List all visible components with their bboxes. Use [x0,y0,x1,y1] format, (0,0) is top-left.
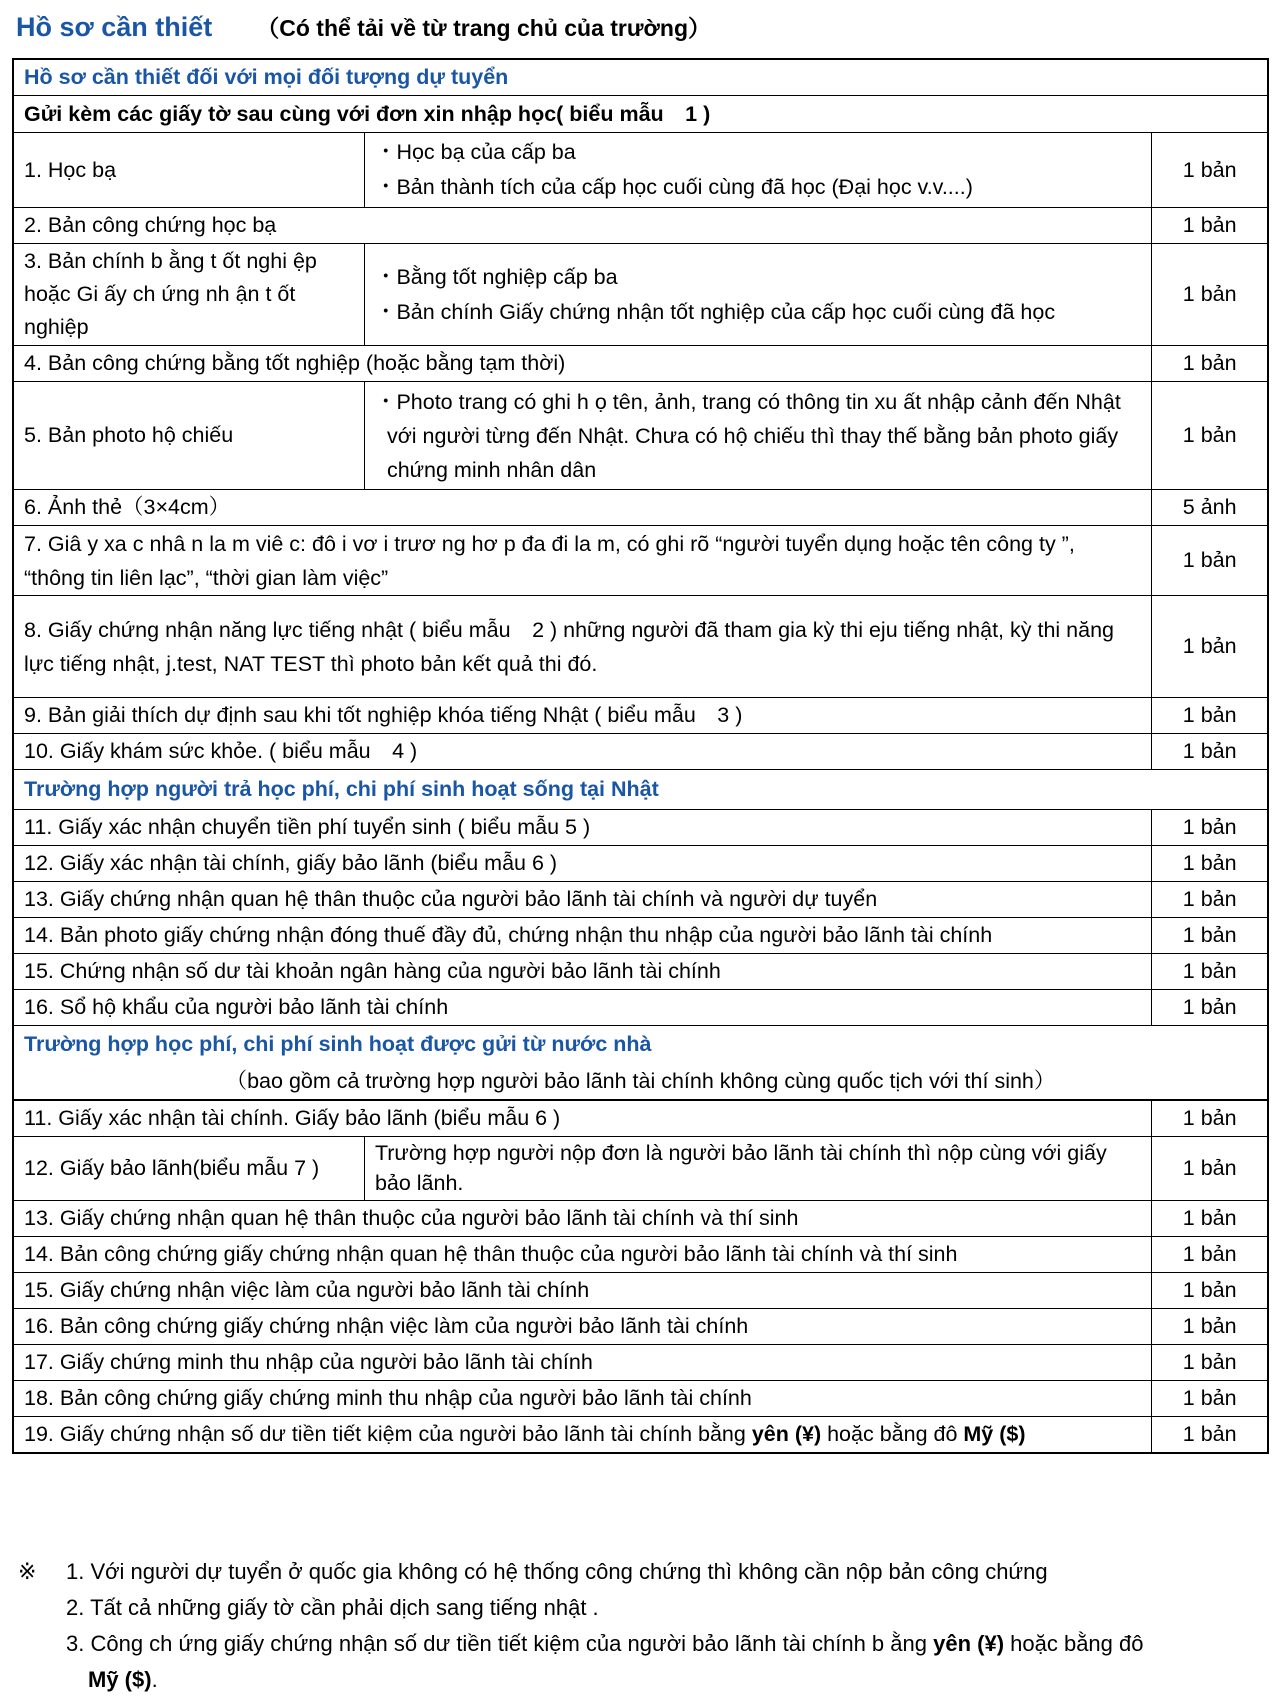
currency-usd: Mỹ ($) [963,1421,1026,1446]
row-qty: 1 bản [1152,1380,1268,1416]
footnote-3 [18,1626,1268,1698]
row-qty: 1 bản [1152,990,1268,1026]
row-name: 5. Bản photo hộ chiếu [13,382,364,490]
row-name: 14. Bản công chứng giấy chứng nhận quan hệ thân thuộc của người bảo lãnh tài chính và thí sinh [13,1236,1152,1272]
table-row [13,133,1268,208]
row-name: 1. Học bạ [13,133,364,208]
table-row [13,954,1268,990]
row-desc [364,133,1151,208]
row-name: 15. Giấy chứng nhận việc làm của người bảo lãnh tài chính [13,1272,1152,1308]
section-header [13,1026,1268,1064]
row-qty: 1 bản [1152,596,1268,698]
table-row [13,1272,1268,1308]
table-row [13,1100,1268,1137]
table-row [13,734,1268,770]
row-name: 11. Giấy xác nhận tài chính. Giấy bảo lãnh (biểu mẫu 6 ) [13,1100,1152,1137]
row-name: 6. Ảnh thẻ（3×4cm） [13,490,1152,526]
table-row [13,1236,1268,1272]
row-name: 14. Bản photo giấy chứng nhận đóng thuế đầy đủ, chứng nhận thu nhập của người bảo lãnh tài chính [13,918,1152,954]
row-desc: Trường hợp người nộp đơn là người bảo lãnh tài chính thì nộp cùng với giấy bảo lãnh. [364,1136,1151,1200]
row-qty: 1 bản [1152,1308,1268,1344]
table-row [13,1308,1268,1344]
bullet-item: ・Học bạ của cấp ba [374,140,576,164]
table-row [13,990,1268,1026]
documents-table [12,58,1269,1454]
row-name: 7. Giâ y xa c nhâ n la m viê c: đô i vơ i trươ ng hơ p đa đi la m, có ghi rõ “người tuyển dụng hoặc tên công ty ”, “thông tin liên lạc”, “thời gian làm việc” [13,526,1152,596]
row-qty: 1 bản [1152,882,1268,918]
row-name: 10. Giấy khám sức khỏe. ( biểu mẫu 4 ) [13,734,1152,770]
intro-row [13,96,1268,133]
row-text: 19. Giấy chứng nhận số dư tiền tiết kiệm của người bảo lãnh tài chính bằng [24,1421,752,1446]
row-qty: 1 bản [1152,846,1268,882]
bullet-item: ・Bằng tốt nghiệp cấp ba [374,264,618,289]
table-row [13,244,1268,346]
row-qty: 1 bản [1152,698,1268,734]
row-qty: 1 bản [1152,1272,1268,1308]
row-qty: 1 bản [1152,244,1268,346]
page-subtitle: （Có thể tải về từ trang chủ của trường） [256,15,711,41]
footnote-end: . [151,1667,158,1692]
row-qty: 1 bản [1152,1100,1268,1137]
row-qty: 1 bản [1152,1136,1268,1200]
row-name [13,1416,1152,1453]
footnote-text: 3. Công ch ứng giấy chứng nhận số dư tiền tiết kiệm của người bảo lãnh tài chính b ằng [66,1631,934,1656]
row-name: 13. Giấy chứng nhận quan hệ thân thuộc của người bảo lãnh tài chính và thí sinh [13,1200,1152,1236]
row-qty: 1 bản [1152,1344,1268,1380]
row-qty: 1 bản [1152,208,1268,244]
currency-yen: yên (¥) [751,1421,822,1446]
section1-title: Hồ sơ cần thiết đối với mọi đối tượng dự tuyển [13,59,1268,96]
section3-title: Trường hợp học phí, chi phí sinh hoạt được gửi từ nước nhà [13,1026,1268,1064]
row-qty: 5 ảnh [1152,490,1268,526]
row-name: 9. Bản giải thích dự định sau khi tốt nghiệp khóa tiếng Nhật ( biểu mẫu 3 ) [13,698,1152,734]
table-row [13,698,1268,734]
row-qty: 1 bản [1152,734,1268,770]
row-name: 2. Bản công chứng học bạ [13,208,1152,244]
table-row [13,1344,1268,1380]
table-row [13,490,1268,526]
row-name: 18. Bản công chứng giấy chứng minh thu nhập của người bảo lãnh tài chính [13,1380,1152,1416]
section1-intro: Gửi kèm các giấy tờ sau cùng với đơn xin nhập học( biểu mẫu 1 ) [13,96,1268,133]
row-name: 13. Giấy chứng nhận quan hệ thân thuộc của người bảo lãnh tài chính và người dự tuyển [13,882,1152,918]
table-row [13,846,1268,882]
row-name: 11. Giấy xác nhận chuyển tiền phí tuyển sinh ( biểu mẫu 5 ) [13,810,1152,846]
table-row [13,1200,1268,1236]
row-qty: 1 bản [1152,382,1268,490]
row-name: 12. Giấy bảo lãnh(biểu mẫu 7 ) [13,1136,364,1200]
row-qty: 1 bản [1152,954,1268,990]
footnote-1 [18,1554,1268,1590]
table-row [13,1416,1268,1453]
footnote-2: 2. Tất cả những giấy tờ cần phải dịch sang tiếng nhật . [66,1595,599,1620]
row-desc: ・Photo trang có ghi h ọ tên, ảnh, trang có thông tin xu ất nhập cảnh đến Nhật với người từng đến Nhật. Chưa có hộ chiếu thì thay thế bằng bản photo giấy chứng minh nhân dân [364,382,1151,490]
footnote-text: 1. Với người dự tuyển ở quốc gia không có hệ thống công chứng thì không cần nộp bản công chứng [66,1559,1048,1584]
row-name: 8. Giấy chứng nhận năng lực tiếng nhật ( biểu mẫu 2 ) những người đã tham gia kỳ thi eju tiếng nhật, kỳ thi năng lực tiếng nhật, j.test, NAT TEST thì photo bản kết quả thi đó. [13,596,1152,698]
bullet-item: ・Bản chính Giấy chứng nhận tốt nghiệp của cấp học cuối cùng đã học [374,299,1056,324]
section-header [13,59,1268,96]
section-note-row [13,1064,1268,1100]
page-header [16,10,711,50]
table-row [13,918,1268,954]
row-qty: 1 bản [1152,133,1268,208]
row-name: 15. Chứng nhận số dư tài khoản ngân hàng của người bảo lãnh tài chính [13,954,1152,990]
note-mark: ※ [18,1559,37,1584]
row-name: 12. Giấy xác nhận tài chính, giấy bảo lãnh (biểu mẫu 6 ) [13,846,1152,882]
table-row [13,1380,1268,1416]
row-desc [364,244,1151,346]
page-title: Hồ sơ cần thiết [16,12,213,42]
row-qty: 1 bản [1152,810,1268,846]
section3-note: （bao gồm cả trường hợp người bảo lãnh tài chính không cùng quốc tịch với thí sinh） [13,1064,1268,1100]
section-header [13,770,1268,810]
table-row [13,810,1268,846]
section2-title: Trường hợp người trả học phí, chi phí sinh hoạt sống tại Nhật [13,770,1268,810]
row-qty: 1 bản [1152,526,1268,596]
currency-usd: Mỹ ($) [88,1667,152,1692]
table-row [13,882,1268,918]
row-qty: 1 bản [1152,918,1268,954]
table-row [13,596,1268,698]
row-text: hoặc bằng đô [821,1421,964,1446]
table-row [13,526,1268,596]
row-qty: 1 bản [1152,1200,1268,1236]
row-qty: 1 bản [1152,346,1268,382]
row-name: 4. Bản công chứng bằng tốt nghiệp (hoặc bằng tạm thời) [13,346,1152,382]
table-row [13,208,1268,244]
currency-yen: yên (¥) [933,1631,1005,1656]
row-name: 3. Bản chính b ằng t ốt nghi ệp hoặc Gi ấy ch ứng nh ận t ốt nghiệp [13,244,364,346]
row-name: 16. Bản công chứng giấy chứng nhận việc làm của người bảo lãnh tài chính [13,1308,1152,1344]
row-qty: 1 bản [1152,1236,1268,1272]
table-row [13,1136,1268,1200]
row-qty: 1 bản [1152,1416,1268,1453]
row-name: 16. Sổ hộ khẩu của người bảo lãnh tài chính [13,990,1152,1026]
bullet-item: ・Bản thành tích của cấp học cuối cùng đã học (Đại học v.v....) [374,175,973,199]
table-row [13,382,1268,490]
footnotes [18,1554,1268,1698]
row-name: 17. Giấy chứng minh thu nhập của người bảo lãnh tài chính [13,1344,1152,1380]
footnote-text: hoặc bằng đô [1004,1631,1144,1656]
table-row [13,346,1268,382]
